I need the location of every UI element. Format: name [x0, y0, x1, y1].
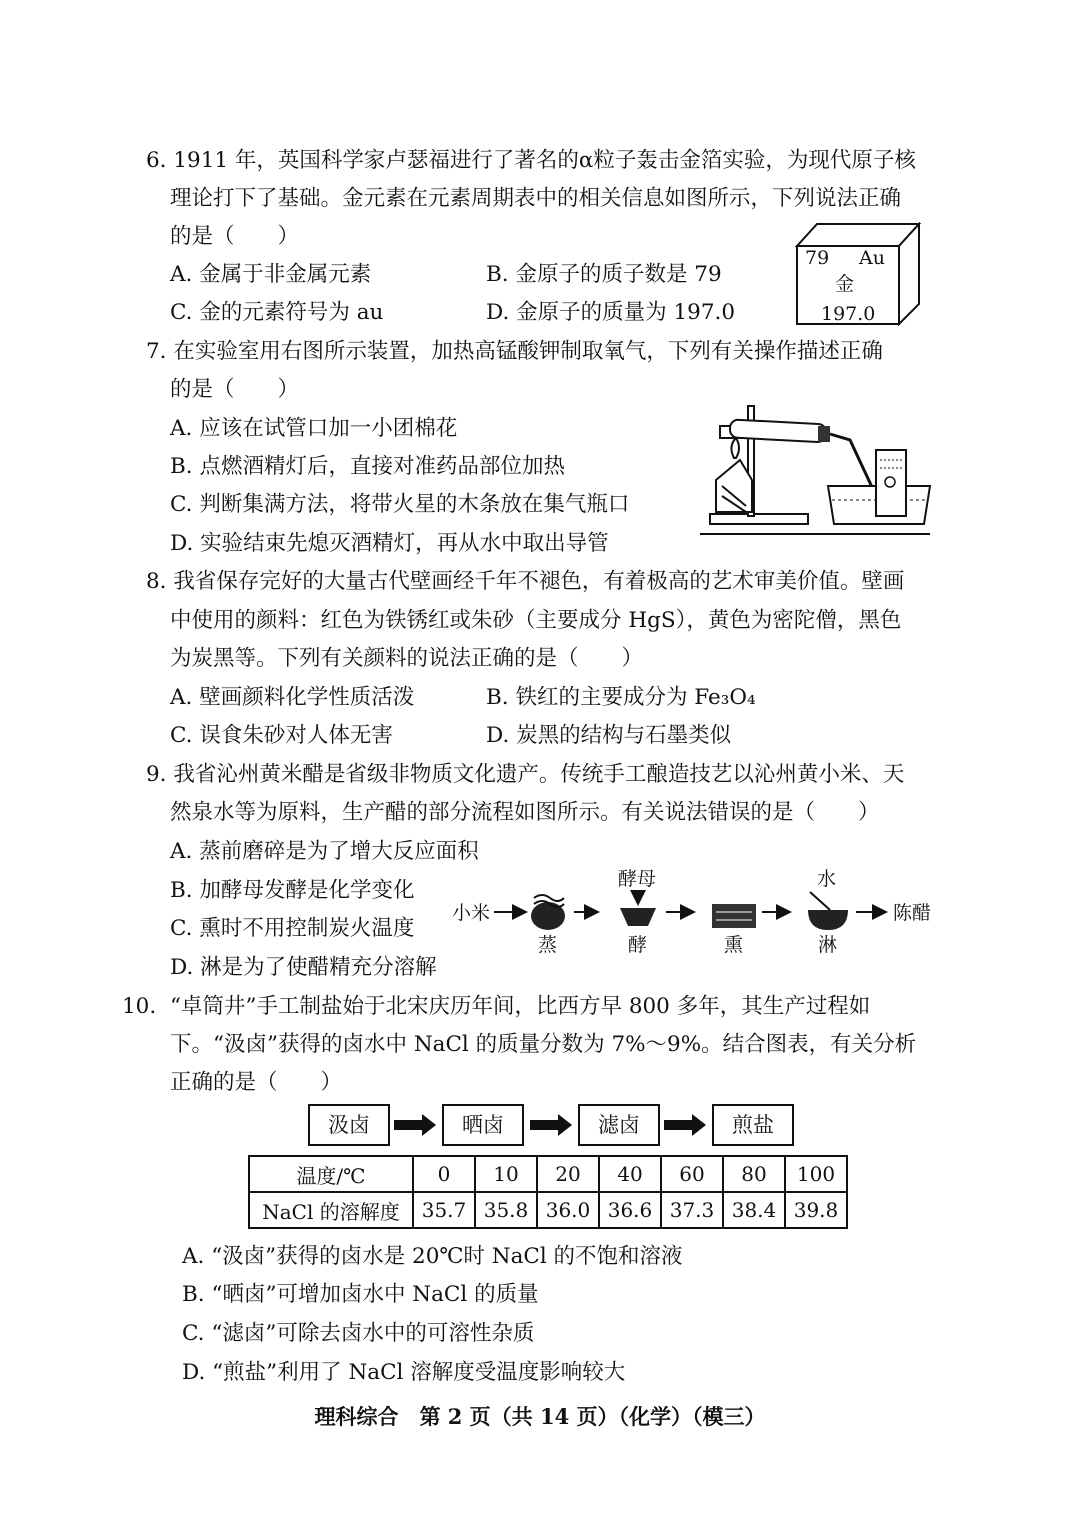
atomic-number: 79: [805, 247, 830, 269]
q6-line-1: 6. 1911 年，英国科学家卢瑟福进行了著名的α粒子轰击金箔实验，为现代原子核: [146, 148, 916, 173]
table-cell: 80: [723, 1156, 785, 1192]
q9-line-1: 9. 我省沁州黄米醋是省级非物质文化遗产。传统手工酿造技艺以沁州黄小米、天: [146, 762, 905, 787]
oxygen-apparatus-illustration: [700, 400, 932, 536]
q6-line-3: 的是（ ）: [170, 224, 300, 249]
q10-option-d: D. “煎盐”利用了 NaCl 溶解度受温度影响较大: [182, 1360, 626, 1385]
q8-option-a: A. 壁画颜料化学性质活泼: [170, 685, 415, 710]
table-cell: 35.7: [413, 1192, 475, 1228]
q10-line-1: “卓筒井”手工制盐始于北宋庆历年间，比西方早 800 多年，其生产过程如: [170, 994, 871, 1019]
flow-step-ferment: 酵: [628, 934, 648, 956]
flow-yeast-label: 酵母: [618, 868, 657, 890]
q9-option-d: D. 淋是为了使醋精充分溶解: [170, 955, 437, 980]
table-cell: 36.6: [599, 1192, 661, 1228]
process-arrows: [392, 1110, 712, 1140]
table-cell: 10: [475, 1156, 537, 1192]
q8-option-c: C. 误食朱砂对人体无害: [170, 723, 393, 748]
q8-line-3: 为炭黑等。下列有关颜料的说法正确的是（ ）: [170, 646, 644, 671]
atomic-mass: 197.0: [821, 303, 876, 325]
element-symbol: Au: [859, 247, 885, 269]
table-cell: 38.4: [723, 1192, 785, 1228]
q6-option-a: A. 金属于非金属元素: [170, 262, 372, 287]
element-name: 金: [835, 273, 855, 295]
q9-option-b: B. 加酵母发酵是化学变化: [170, 878, 415, 903]
q6-option-b: B. 金原子的质子数是 79: [486, 262, 722, 287]
table-cell: 20: [537, 1156, 599, 1192]
q10-line-3: 正确的是（ ）: [170, 1070, 343, 1095]
q6-option-c: C. 金的元素符号为 au: [170, 300, 384, 325]
flow-step-smoke: 熏: [724, 934, 744, 956]
table-row: [249, 1156, 847, 1192]
table-cell: 37.3: [661, 1192, 723, 1228]
table-cell: 60: [661, 1156, 723, 1192]
table-cell: 100: [785, 1156, 847, 1192]
table-cell: 39.8: [785, 1192, 847, 1228]
process-box-boil-salt: 煎盐: [712, 1104, 794, 1146]
q10-option-b: B. “晒卤”可增加卤水中 NaCl 的质量: [182, 1282, 539, 1307]
q7-option-d: D. 实验结束先熄灭酒精灯，再从水中取出导管: [170, 531, 609, 556]
table-cell: 36.0: [537, 1192, 599, 1228]
q8-line-2: 中使用的颜料：红色为铁锈红或朱砂（主要成分 HgS），黄色为密陀僧，黑色: [170, 608, 902, 633]
process-box-filter: 滤卤: [578, 1104, 660, 1146]
q7-option-c: C. 判断集满方法，将带火星的木条放在集气瓶口: [170, 492, 630, 517]
solubility-table: [248, 1155, 848, 1229]
q7-option-a: A. 应该在试管口加一小团棉花: [170, 416, 458, 441]
table-row-label: NaCl 的溶解度: [249, 1192, 413, 1228]
q10-option-a: A. “汲卤”获得的卤水是 20℃时 NaCl 的不饱和溶液: [182, 1244, 683, 1269]
table-cell: 0: [413, 1156, 475, 1192]
table-row: [249, 1192, 847, 1228]
q7-line-2: 的是（ ）: [170, 377, 300, 402]
flow-end-vinegar: 陈醋: [893, 902, 932, 924]
flow-start-millet: 小米: [452, 902, 491, 924]
q6-option-d: D. 金原子的质量为 197.0: [486, 300, 736, 325]
q8-option-d: D. 炭黑的结构与石墨类似: [486, 723, 732, 748]
q9-line-2: 然泉水等为原料，生产醋的部分流程如图所示。有关说法错误的是（ ）: [170, 800, 880, 825]
flow-arrows: [490, 886, 890, 936]
table-cell: 40: [599, 1156, 661, 1192]
q9-option-c: C. 熏时不用控制炭火温度: [170, 916, 415, 941]
q10-number: 10.: [122, 994, 157, 1019]
process-box-sun-dry: 晒卤: [442, 1104, 524, 1146]
q8-line-1: 8. 我省保存完好的大量古代壁画经千年不褪色，有着极高的艺术审美价值。壁画: [146, 569, 905, 594]
q10-option-c: C. “滤卤”可除去卤水中的可溶性杂质: [182, 1321, 535, 1346]
q9-option-a: A. 蒸前磨碎是为了增大反应面积: [170, 839, 479, 864]
flow-step-steam: 蒸: [538, 934, 558, 956]
q7-line-1: 7. 在实验室用右图所示装置，加热高锰酸钾制取氧气，下列有关操作描述正确: [146, 339, 883, 364]
table-header-temp: 温度/℃: [249, 1156, 413, 1192]
q8-option-b: B. 铁红的主要成分为 Fe₃O₄: [486, 685, 756, 710]
q10-line-2: 下。“汲卤”获得的卤水中 NaCl 的质量分数为 7%～9%。结合图表，有关分析: [170, 1032, 917, 1057]
flow-water-label: 水: [817, 868, 837, 890]
process-box-brine-extract: 汲卤: [308, 1104, 390, 1146]
q6-line-2: 理论打下了基础。金元素在元素周期表中的相关信息如图所示，下列说法正确: [170, 186, 902, 211]
page-footer: 理科综合 第 2 页（共 14 页）（化学）（模三）: [314, 1404, 766, 1429]
gold-element-tile: [795, 222, 921, 326]
table-cell: 35.8: [475, 1192, 537, 1228]
flow-step-leach: 淋: [818, 934, 838, 956]
q7-option-b: B. 点燃酒精灯后，直接对准药品部位加热: [170, 454, 565, 479]
